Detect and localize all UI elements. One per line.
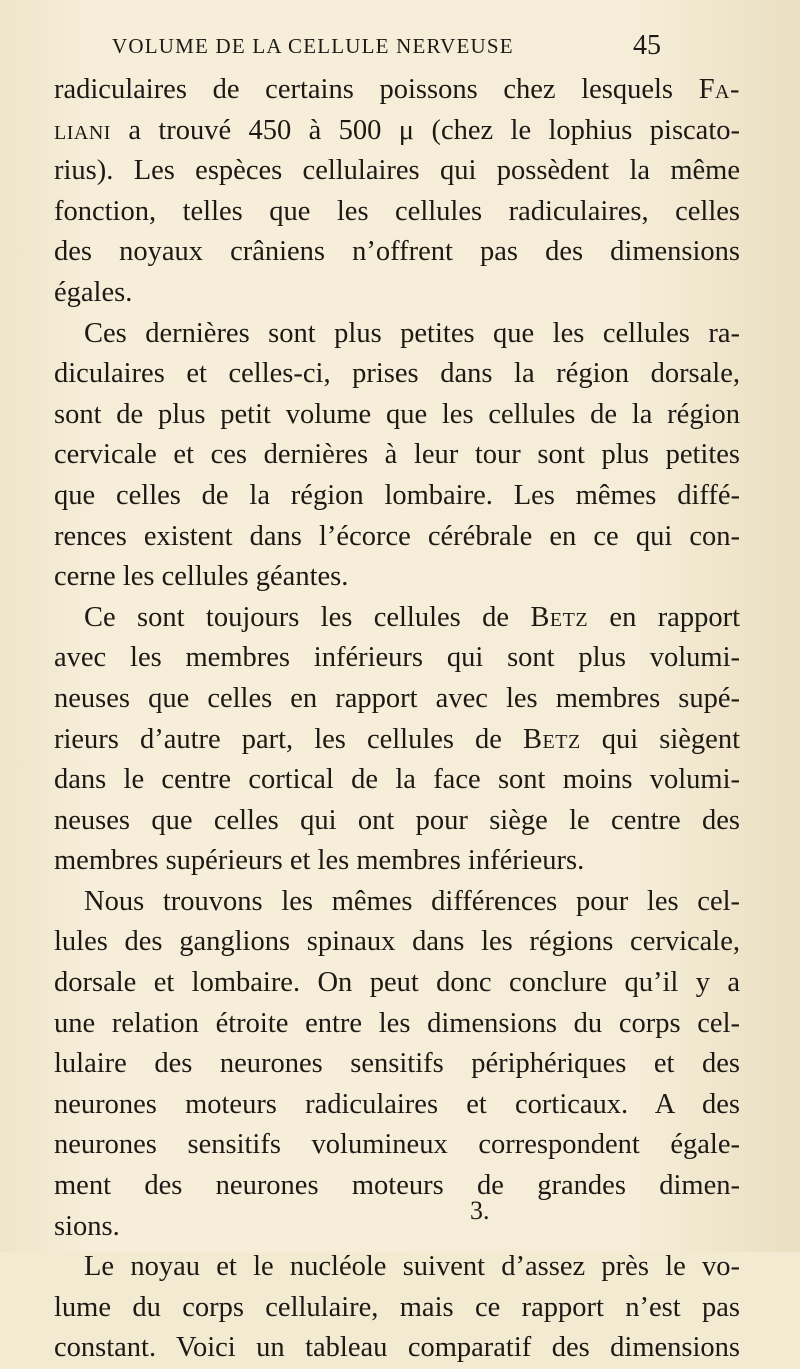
text-segment: neurones moteurs radiculaires et corticaux. A des [54,1088,740,1120]
text-line [54,354,740,395]
text-line [54,557,740,598]
text-line [54,679,740,720]
text-segment: fonction, telles que les cellules radiculaires, celles [54,195,740,227]
text-segment: une relation étroite entre les dimensions du corps cel- [54,1007,740,1039]
text-segment: Le noyau et le nucléole suivent d’assez près le vo- [84,1251,740,1283]
text-segment: lume du corps cellulaire, mais ce rapport n’est pas [54,1291,740,1323]
text-line [54,1288,740,1329]
text-line [54,801,740,842]
text-line [54,1004,740,1045]
author-name: Betz [523,723,581,755]
text-segment: membres supérieurs et les membres inférieurs. [54,845,585,877]
text-segment: ment des neurones moteurs de grandes dimen- [54,1170,740,1202]
text-segment: qui siègent [580,723,740,755]
text-line [54,720,740,761]
text-line [54,232,740,273]
text-line [54,151,740,192]
text-line [54,638,740,679]
text-segment: cerne les cellules géantes. [54,561,349,593]
text-line [54,1328,740,1369]
text-segment: neuses que celles en rapport avec les membres supé- [54,682,740,714]
text-line [54,760,740,801]
text-segment: cervicale et ces dernières à leur tour sont plus petites [54,439,740,471]
text-segment: lules des ganglions spinaux dans les régions cervicale, [54,926,740,958]
text-segment: en rapport [588,601,740,633]
text-line [54,111,740,152]
text-segment: rieurs d’autre part, les cellules de [54,723,524,755]
text-line [54,1247,740,1288]
text-segment: Ce sont toujours les cellules de [84,601,531,633]
text-line [54,1166,740,1207]
text-line [54,882,740,923]
text-segment: rius). Les espèces cellulaires qui possèdent la même [54,155,740,187]
text-line [54,963,740,1004]
text-line [54,395,740,436]
signature-mark: 3. [470,1196,490,1225]
text-line [54,598,740,639]
author-name: Fa- [698,74,740,105]
text-segment: dans le centre cortical de la face sont moins volumi- [54,764,740,796]
text-line [54,1085,740,1126]
text-segment: avec les membres inférieurs qui sont plus volumi- [54,642,740,674]
text-line [54,1125,740,1166]
text-line [54,1044,740,1085]
text-segment: sions. [54,1210,120,1242]
text-segment: lulaire des neurones sensitifs périphériques et des [54,1048,740,1080]
text-segment: a trouvé 450 à 500 μ (chez le lophius piscato- [110,114,740,146]
text-segment: constant. Voici un tableau comparatif des dimensions [54,1332,740,1364]
text-segment: sont de plus petit volume que les cellules de la région [54,398,740,430]
text-segment: des noyaux crâniens n’offrent pas des dimensions [54,236,740,268]
text-segment: égales. [54,276,133,308]
text-segment: rences existent dans l’écorce cérébrale en ce qui con- [54,520,740,552]
text-segment: Ces dernières sont plus petites que les cellules ra- [84,317,740,349]
page-header [0,30,800,70]
text-line [54,841,740,882]
running-head: VOLUME DE LA CELLULE NERVEUSE [112,34,514,58]
text-segment: Nous trouvons les mêmes différences pour les cel- [84,885,740,917]
author-name: Betz [530,601,589,633]
author-name: liani [54,114,111,146]
text-line [54,192,740,233]
text-segment: diculaires et celles-ci, prises dans la région dorsale, [54,358,740,390]
page-number: 45 [633,30,661,61]
text-line [54,922,740,963]
text-line [54,1207,740,1248]
text-segment: neurones sensitifs volumineux correspondent égale- [54,1129,740,1161]
text-line [54,435,740,476]
text-line [54,517,740,558]
text-line [54,70,740,111]
text-segment: radiculaires de certains poissons chez lesquels [54,74,699,105]
text-segment: que celles de la région lombaire. Les mêmes diffé- [54,479,740,511]
text-segment: neuses que celles qui ont pour siège le centre des [54,804,740,836]
text-segment: dorsale et lombaire. On peut donc conclure qu’il y a [54,967,740,999]
text-line [54,273,740,314]
text-line [54,476,740,517]
body-text [54,70,740,1369]
text-line [54,314,740,355]
